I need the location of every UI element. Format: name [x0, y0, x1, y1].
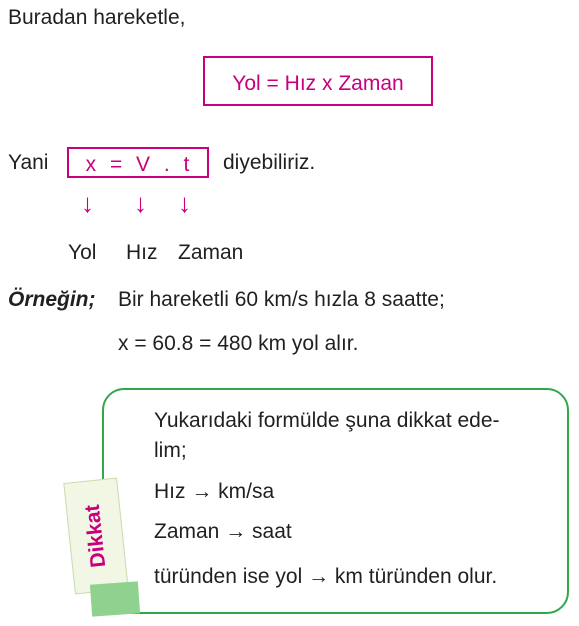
dikkat-label: Dikkat	[80, 503, 111, 569]
note-line: Hız → km/sa	[154, 480, 275, 503]
down-arrow-icon: ↓	[81, 188, 94, 218]
yani-label: Yani	[8, 151, 49, 174]
example-label: Örneğin;	[8, 288, 96, 311]
down-arrow-icon: ↓	[134, 188, 147, 218]
term-yol: Yol	[68, 241, 97, 264]
term-hiz: Hız	[126, 241, 158, 264]
down-arrow-icon: ↓	[178, 188, 191, 218]
intro-text: Buradan hareketle,	[8, 6, 186, 29]
example-calc: x = 60.8 = 480 km yol alır.	[118, 332, 359, 355]
example-text: Bir hareketli 60 km/s hızla 8 saatte;	[118, 288, 445, 311]
dikkat-tab	[63, 477, 128, 594]
formula-text: Yol = Hız x Zaman	[232, 72, 404, 95]
note-line: Zaman → saat	[154, 520, 292, 543]
tab-tape	[90, 581, 140, 616]
xvt-formula: x = V . t	[85, 153, 191, 176]
diyebiliriz-text: diyebiliriz.	[223, 151, 316, 174]
xvt-box	[67, 147, 209, 178]
note-line: lim;	[154, 439, 187, 462]
term-zaman: Zaman	[178, 241, 244, 264]
note-line: türünden ise yol → km türünden olur.	[154, 565, 498, 588]
formula-box	[203, 56, 433, 106]
note-line: Yukarıdaki formülde şuna dikkat ede-	[154, 409, 500, 432]
